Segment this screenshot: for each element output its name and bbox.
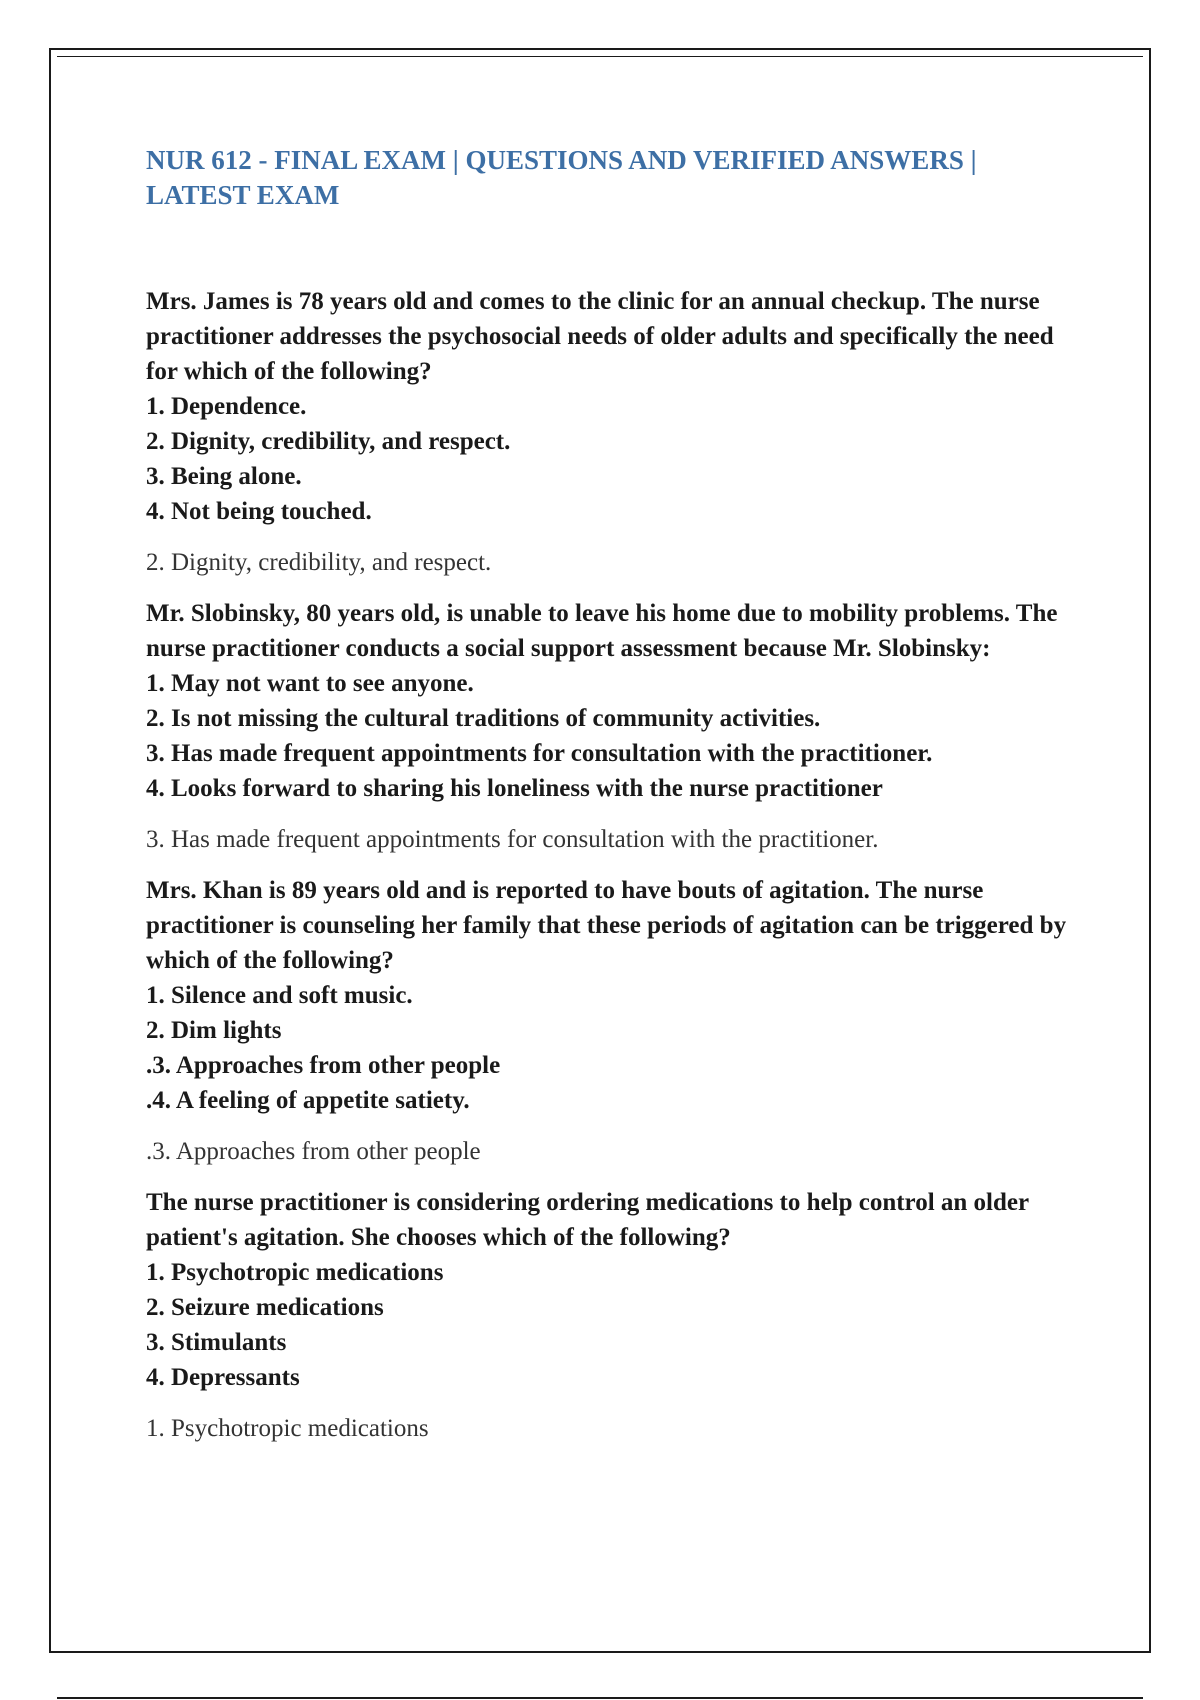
question-text: Mr. Slobinsky, 80 years old, is unable to leave his home due to mobility problems. The nurse practitioner conducts a social support assessment because Mr. Slobinsky:	[146, 600, 1058, 662]
option-item: 2. Seizure medications	[146, 1294, 384, 1321]
answer-text: 3. Has made frequent appointments for consultation with the practitioner.	[146, 826, 879, 853]
option-item: .3. Approaches from other people	[146, 1052, 501, 1079]
option-item: 1. Psychotropic medications	[146, 1259, 444, 1286]
option-list	[146, 1255, 1086, 1395]
page-bottom-rule	[57, 1697, 1143, 1699]
document-title: NUR 612 - FINAL EXAM | QUESTIONS AND VERIFIED ANSWERS | LATEST EXAM	[146, 145, 977, 210]
option-list	[146, 978, 1086, 1118]
question-block-2	[146, 596, 1086, 857]
question-text: Mrs. James is 78 years old and comes to the clinic for an annual checkup. The nurse practitioner addresses the psychosocial needs of older adults and specifically the need for which of the following?	[146, 288, 1054, 385]
option-item: 2. Is not missing the cultural traditions of community activities.	[146, 705, 821, 732]
question-text: Mrs. Khan is 89 years old and is reported to have bouts of agitation. The nurse practitioner is counseling her family that these periods of agitation can be triggered by which of the following?	[146, 877, 1067, 974]
option-item: 1. Dependence.	[146, 393, 307, 420]
option-item: 3. Has made frequent appointments for consultation with the practitioner.	[146, 740, 933, 767]
answer-text: 2. Dignity, credibility, and respect.	[146, 549, 492, 576]
frame-top-rule	[57, 56, 1143, 57]
option-item: 3. Stimulants	[146, 1329, 287, 1356]
answer-text: 1. Psychotropic medications	[146, 1415, 429, 1442]
document-body	[146, 143, 1086, 1462]
question-block-4	[146, 1185, 1086, 1446]
question-block-3	[146, 873, 1086, 1169]
question-text: The nurse practitioner is considering ordering medications to help control an older patient's agitation. She chooses which of the following?	[146, 1189, 1029, 1251]
option-item: 3. Being alone.	[146, 463, 302, 490]
option-item: 2. Dim lights	[146, 1017, 282, 1044]
answer-text: .3. Approaches from other people	[146, 1138, 481, 1165]
option-list	[146, 389, 1086, 529]
option-item: 2. Dignity, credibility, and respect.	[146, 428, 511, 455]
option-item: 4. Not being touched.	[146, 498, 372, 525]
option-item: 1. Silence and soft music.	[146, 982, 413, 1009]
option-list	[146, 666, 1086, 806]
option-item: .4. A feeling of appetite satiety.	[146, 1087, 470, 1114]
option-item: 4. Depressants	[146, 1364, 300, 1391]
question-block-1	[146, 284, 1086, 580]
option-item: 1. May not want to see anyone.	[146, 670, 474, 697]
option-item: 4. Looks forward to sharing his loneliness with the nurse practitioner	[146, 775, 883, 802]
